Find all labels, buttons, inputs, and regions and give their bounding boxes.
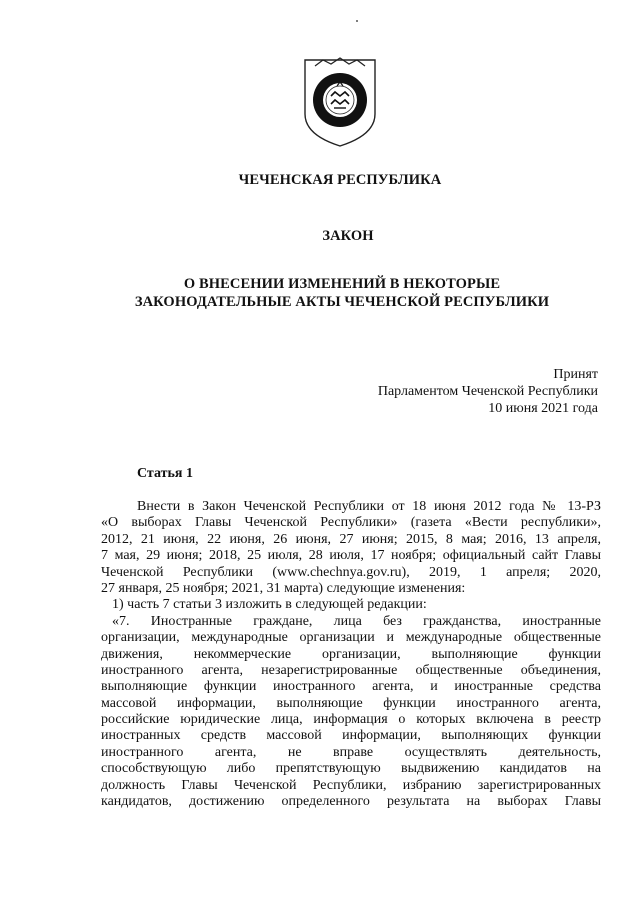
body-line: должность Главы Чеченской Республики, избранию зарегистрированных [101,777,601,793]
body-line: массовой информации, выполняющие функции иностранного агента, [101,695,601,711]
body-line: «О выборах Главы Чеченской Республики» (газета «Вести республики», [101,515,601,531]
body-line: иностранного агента, незарегистрированные общественные объединения, [101,662,601,678]
adoption-date: 10 июня 2021 года [488,401,598,416]
body-line: «7. Иностранные граждане, лица без гражданства, иностранные [112,613,601,629]
body-line: движения, некоммерческие организации, выполняющие функции [101,646,601,662]
adoption-block [378,366,598,417]
body-line: 2012, 21 июня, 22 июня, 26 июня, 27 июня; 2015, 8 мая; 2016, 13 апреля, [101,531,601,547]
adoption-label: Принят [553,367,598,382]
scan-speck [356,20,358,22]
body-line: организации, международные организации и международные общественные [101,630,601,646]
body-line: 1) часть 7 статьи 3 изложить в следующей редакции: [112,597,427,613]
law-heading: ЗАКОН [322,228,374,244]
body-line: Внести в Закон Чеченской Республики от 18 июня 2012 года № 13-РЗ [137,499,601,514]
republic-heading: ЧЕЧЕНСКАЯ РЕСПУБЛИКА [238,172,442,188]
law-title-line-2: ЗАКОНОДАТЕЛЬНЫЕ АКТЫ ЧЕЧЕНСКОЙ РЕСПУБЛИКИ [134,294,550,310]
body-line: иностранных средств массовой информации, выполняющих функции [101,728,601,744]
adoption-body: Парламентом Чеченской Республики [377,384,598,399]
body-line: кандидатов, достижению определенного результата на выборах Главы [101,794,601,810]
article-heading: Статья 1 [137,466,193,481]
body-line: Чеченской Республики (www.chechnya.gov.ru), 2019, 1 апреля; 2020, [101,564,601,580]
body-line: 7 мая, 29 июня; 2018, 25 июля, 28 июля, 17 ноября; официальный сайт Главы [101,548,601,564]
body-line: российские юридические лица, информация о которых включена в реестр [101,712,601,728]
article-body [101,499,601,810]
body-line: способствующую либо препятствующую выдвижению кандидатов на [101,761,601,777]
body-line: иностранного агента, не вправе осуществлять деятельность, [101,744,601,760]
body-line: выполняющие функции иностранного агента, и иностранные средства [101,679,601,695]
coat-of-arms-emblem [301,56,379,148]
law-title-line-1: О ВНЕСЕНИИ ИЗМЕНЕНИЙ В НЕКОТОРЫЕ [183,276,501,292]
body-line: 27 января, 25 ноября; 2021, 31 марта) следующие изменения: [101,580,466,596]
